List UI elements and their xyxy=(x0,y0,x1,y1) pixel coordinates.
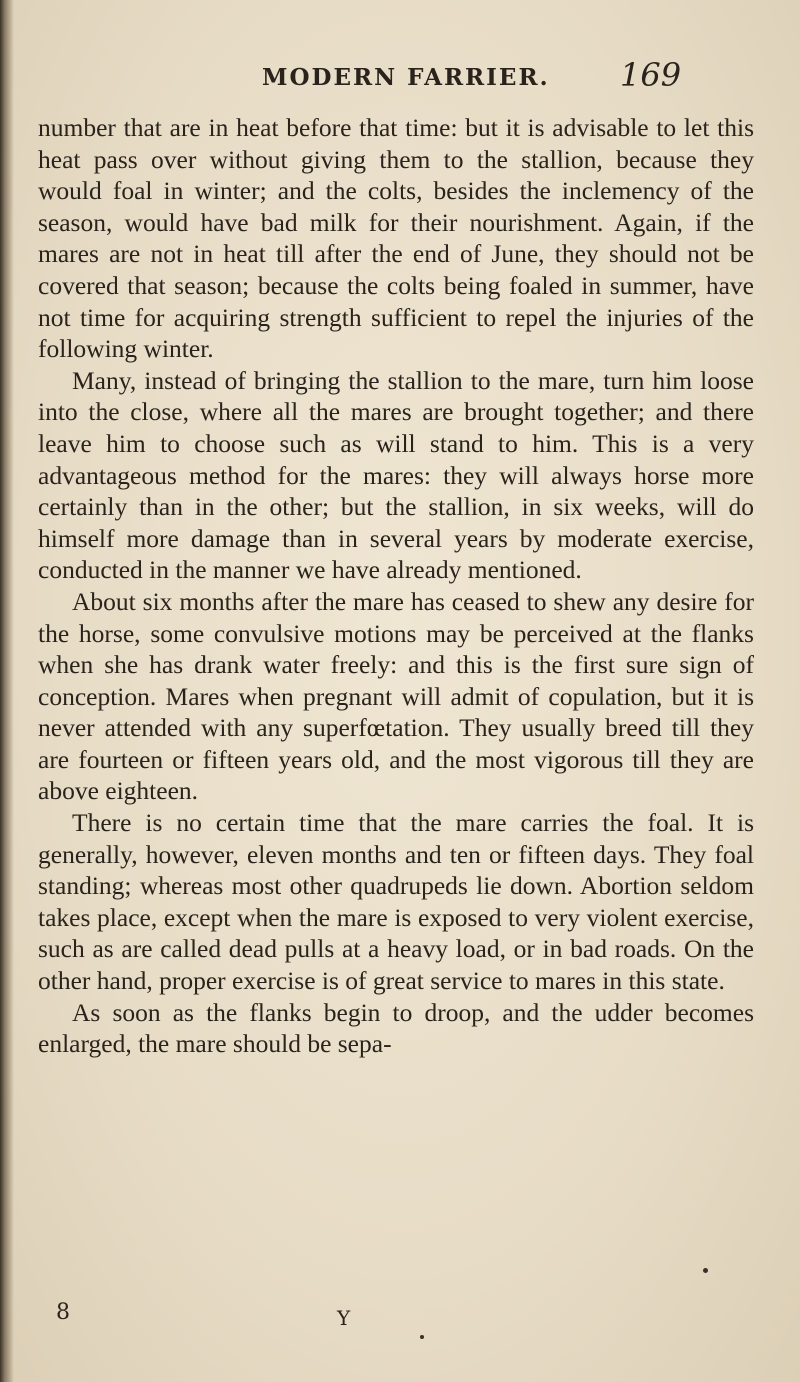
signature-letter: Y xyxy=(337,1306,351,1330)
paragraph: number that are in heat before that time: but it is advisable to let this heat pass over without giving them to the stallion, because they would foal in winter; and the colts, besides the inclemency of the season, would have bad milk for their nourishment. Again, if the mares are not in heat till after the end of June, they should not be covered that season; because the colts being foaled in summer, have not time for acquiring strength sufficient to repel the injuries of the following winter. xyxy=(38,113,754,364)
ink-speck xyxy=(420,1335,424,1339)
paragraph: There is no certain time that the mare carries the foal. It is generally, however, eleven months and ten or fifteen days. They foal standing; whereas most other quadrupeds lie down. Abortion seldom takes place, except when the mare is exposed to very violent exercise, such as are called dead pulls at a heavy load, or in bad roads. On the other hand, proper exercise is of great service to mares in this state. xyxy=(38,808,754,996)
paragraph: About six months after the mare has ceased to shew any desire for the horse, some convulsive motions may be perceived at the flanks when she has drank water freely: and this is the first sure sign of conception. Mares when pregnant will admit of copulation, but it is never attended with any superfœtation. They usually breed till they are fourteen or fifteen years old, and the most vigorous till they are above eighteen. xyxy=(38,586,754,806)
paragraph: As soon as the flanks begin to droop, and the udder becomes enlarged, the mare should be sepa- xyxy=(38,997,754,1059)
running-head: MODERN FARRIER. xyxy=(262,64,550,91)
page-footer xyxy=(0,1300,800,1340)
page-number: 169 xyxy=(620,56,682,94)
paragraph: Many, instead of bringing the stallion to the mare, turn him loose into the close, where all the mares are brought together; and there leave him to choose such as will stand to him. This is a very advantageous method for the mares: they will always horse more certainly than in the other; but the stallion, in six weeks, will do himself more damage than in several years by moderate exercise, conducted in the manner we have already mentioned. xyxy=(38,365,754,585)
body-text xyxy=(38,112,754,1060)
ink-speck xyxy=(703,1268,708,1273)
binding-shadow xyxy=(0,0,14,1382)
page-header xyxy=(0,56,800,102)
signature-mark: 8 xyxy=(56,1300,70,1325)
